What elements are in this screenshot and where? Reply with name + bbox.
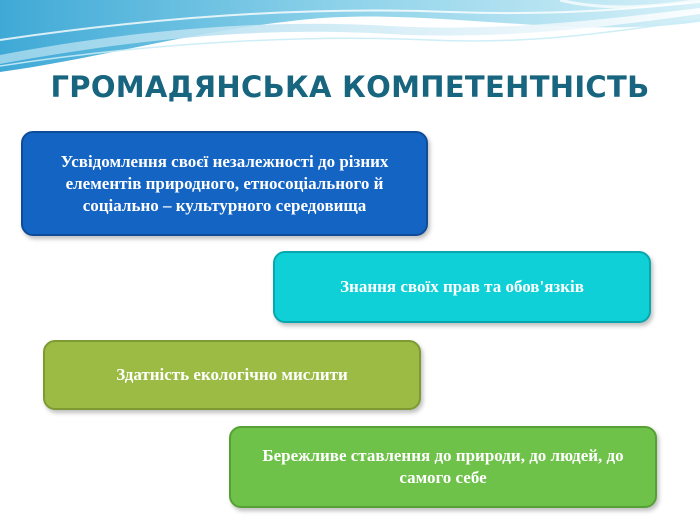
competence-box-careful-attitude — [229, 426, 657, 508]
decorative-wave-header — [0, 0, 700, 80]
competence-box-text: Бережливе ставлення до природи, до людей, до самого себе — [262, 446, 624, 487]
competence-box-text: Здатність екологічно мислити — [116, 365, 348, 384]
competence-box-text: Усвідомлення своєї незалежності до різних елементів природного, етносоціального й соціально – культурного середовища — [60, 151, 389, 215]
competence-box-text: Знання своїх прав та обов'язків — [340, 277, 584, 296]
competence-box-ecological-thinking — [43, 340, 421, 410]
slide-title: ГРОМАДЯНСЬКА КОМПЕТЕНТНІСТЬ — [50, 70, 650, 104]
competence-box-rights-duties — [273, 251, 651, 323]
competence-box-self-awareness — [21, 131, 428, 236]
